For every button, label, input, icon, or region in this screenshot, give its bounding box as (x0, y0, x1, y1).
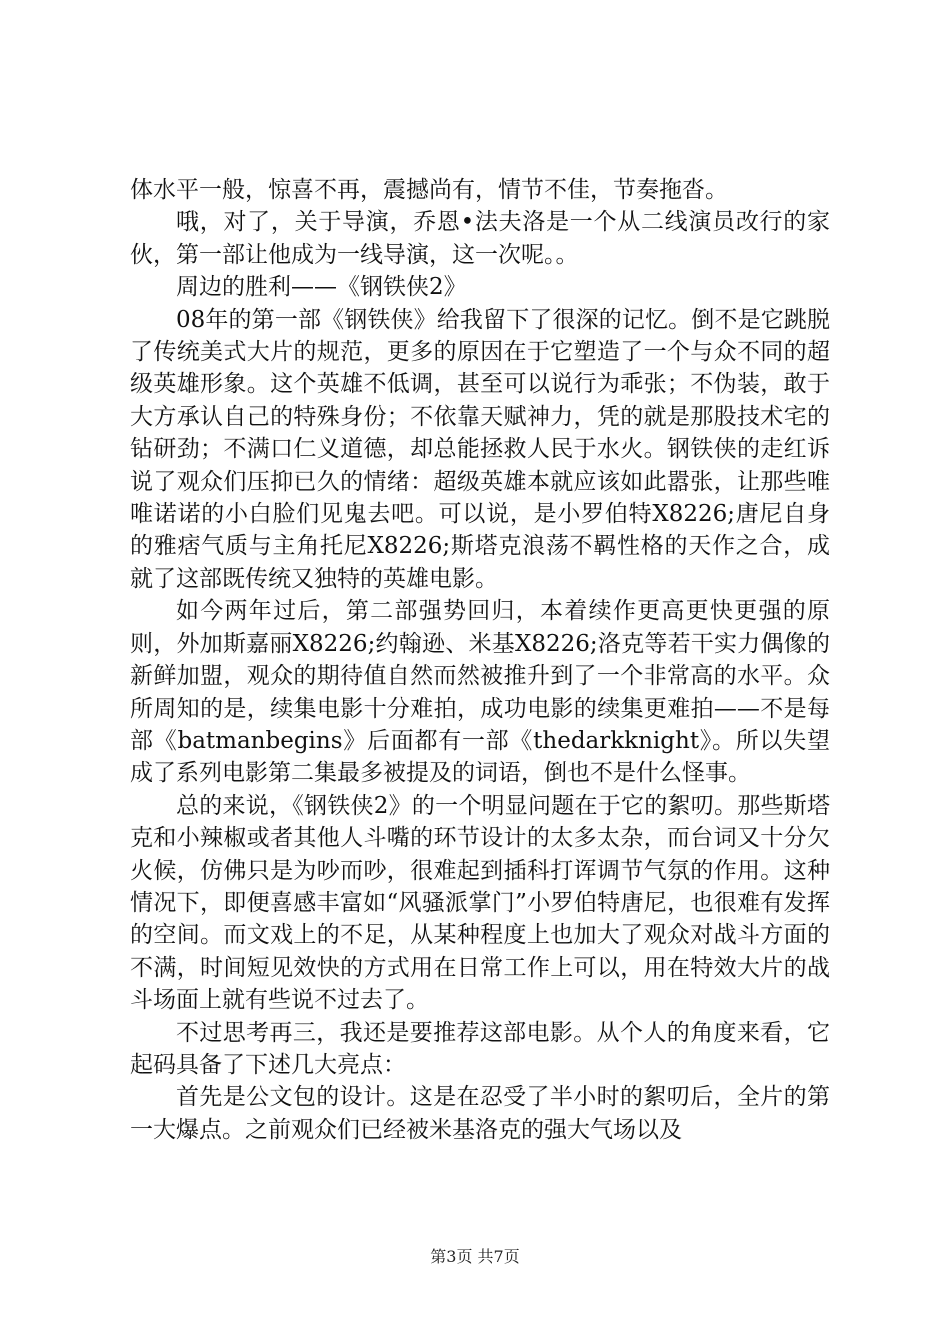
paragraph-director-note: 哦，对了，关于导演，乔恩•法夫洛是一个从二线演员改行的家伙，第一部让他成为一线导演，这一次呢。。 (130, 209, 830, 268)
paragraph-continuation: 体水平一般，惊喜不再，震撼尚有，情节不佳，节奏拖沓。 (130, 177, 728, 203)
paragraph-sequel-expectations: 如今两年过后，第二部强势回归，本着续作更高更快更强的原则，外加斯嘉丽X8226;约翰逊、米基X8226;洛克等若干实力偶像的新鲜加盟，观众的期待值自然而然被推升到了一个非常高的水平。众所周知的是，续集电影十分难拍，成功电影的续集更难拍——不是每部《batmanbegins》后面都有一部《thedarkknight》。所以失望成了系列电影第二集最多被提及的词语，倒也不是什么怪事。 (130, 598, 830, 787)
document-body (130, 174, 830, 1146)
paragraph-overall-critique: 总的来说，《钢铁侠2》的一个明显问题在于它的絮叨。那些斯塔克和小辣椒或者其他人斗嘴的环节设计的太多太杂，而台词又十分欠火候，仿佛只是为吵而吵，很难起到插科打诨调节气氛的作用。这种情况下，即便喜感丰富如“风骚派掌门”小罗伯特唐尼，也很难有发挥的空间。而文戏上的不足，从某种程度上也加大了观众对战斗方面的不满，时间短见效快的方式用在日常工作上可以，用在特效大片的战斗场面上就有些说不过去了。 (130, 792, 830, 1014)
paragraph-recommendation: 不过思考再三，我还是要推荐这部电影。从个人的角度来看，它起码具备了下述几大亮点： (130, 1019, 830, 1078)
paragraph-first-film: 08年的第一部《钢铁侠》给我留下了很深的记忆。倒不是它跳脱了传统美式大片的规范，更多的原因在于它塑造了一个与众不同的超级英雄形象。这个英雄不低调，甚至可以说行为乖张；不伪装，敢于大方承认自己的特殊身份；不依靠天赋神力，凭的就是那股技术宅的钻研劲；不满口仁义道德，却总能拯救人民于水火。钢铁侠的走红诉说了观众们压抑已久的情绪：超级英雄本就应该如此嚣张，让那些唯唯诺诺的小白脸们见鬼去吧。可以说，是小罗伯特X8226;唐尼自身的雅痞气质与主角托尼X8226;斯塔克浪荡不羁性格的天作之合，成就了这部既传统又独特的英雄电影。 (130, 306, 830, 592)
page-footer: 第3页 共7页 (430, 1247, 520, 1266)
section-heading: 周边的胜利——《钢铁侠2》 (176, 274, 467, 301)
paragraph-briefcase: 首先是公文包的设计。这是在忍受了半小时的絮叨后，全片的第一大爆点。之前观众们已经被米基洛克的强大气场以及 (130, 1084, 830, 1143)
